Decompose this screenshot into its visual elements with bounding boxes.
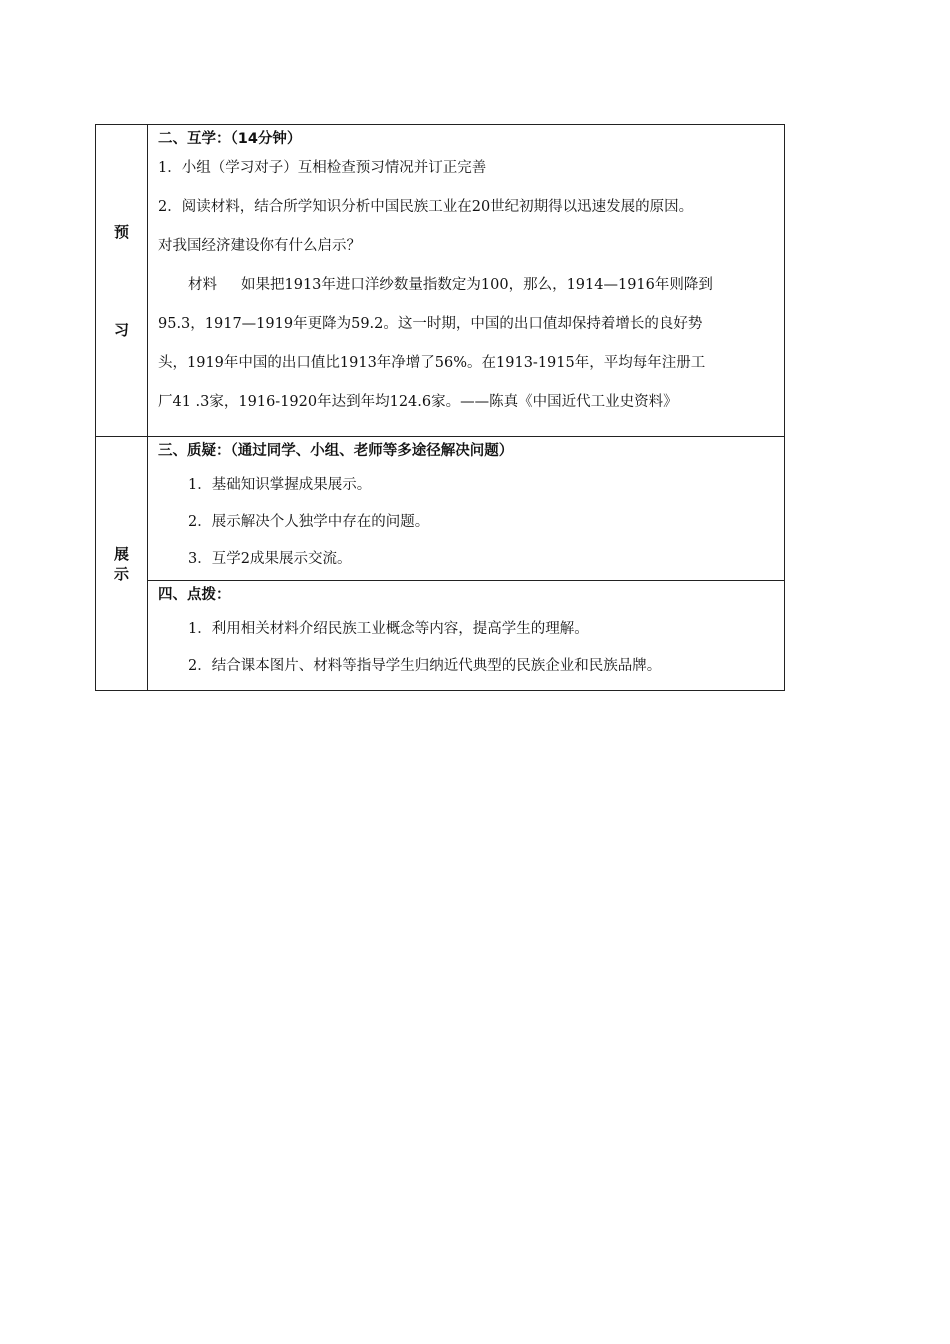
preview-content-cell xyxy=(148,125,785,437)
mutual-study-item-1: 1．小组（学习对子）互相检查预习情况并订正完善 xyxy=(158,160,487,176)
mutual-study-item-2-line-1: 2．阅读材料，结合所学知识分析中国民族工业在20世纪初期得以迅速发展的原因。 xyxy=(158,199,694,215)
guide-heading: 四、点拨： xyxy=(158,587,231,603)
display-label-bottom: 示 xyxy=(113,564,129,583)
preview-label-top: 预 xyxy=(113,222,129,241)
material-line-1 xyxy=(158,275,774,295)
display-label-cell xyxy=(96,437,148,691)
question-row xyxy=(96,437,785,581)
question-item-2: 2．展示解决个人独学中存在的问题。 xyxy=(188,514,430,530)
mutual-study-heading: 二、互学：（14分钟） xyxy=(158,131,302,147)
display-label-top: 展 xyxy=(113,544,129,563)
mutual-study-item-2-line-2: 对我国经济建设你有什么启示？ xyxy=(158,238,361,254)
guide-item-1: 1．利用相关材料介绍民族工业概念等内容，提高学生的理解。 xyxy=(188,621,589,637)
guide-item-2: 2．结合课本图片、材料等指导学生归纳近代典型的民族企业和民族品牌。 xyxy=(188,658,662,674)
material-line-4: 厂41 .3家，1916-1920年达到年均124.6家。——陈真《中国近代工业史资料》 xyxy=(158,394,678,410)
question-heading: 三、质疑：（通过同学、小组、老师等多途径解决问题） xyxy=(158,443,514,459)
guide-row xyxy=(96,581,785,691)
material-text-1: 如果把1913年进口洋纱数量指数定为100，那么，1914—1916年则降到 xyxy=(241,277,713,293)
question-item-1: 1．基础知识掌握成果展示。 xyxy=(188,477,372,493)
material-line-2: 95.3，1917—1919年更降为59.2。这一时期，中国的出口值却保持着增长的良好势 xyxy=(158,316,703,332)
preview-label-bottom: 习 xyxy=(113,320,129,339)
question-item-3: 3．互学2成果展示交流。 xyxy=(188,551,352,567)
preview-label-cell xyxy=(96,125,148,437)
preview-row xyxy=(96,125,785,437)
material-line-3: 头，1919年中国的出口值比1913年净增了56%。在1913-1915年，平均每年注册工 xyxy=(158,355,706,371)
question-content-cell xyxy=(148,437,785,581)
guide-content-cell xyxy=(148,581,785,691)
lesson-plan-table xyxy=(95,124,785,691)
material-tag: 材料 xyxy=(188,277,217,293)
